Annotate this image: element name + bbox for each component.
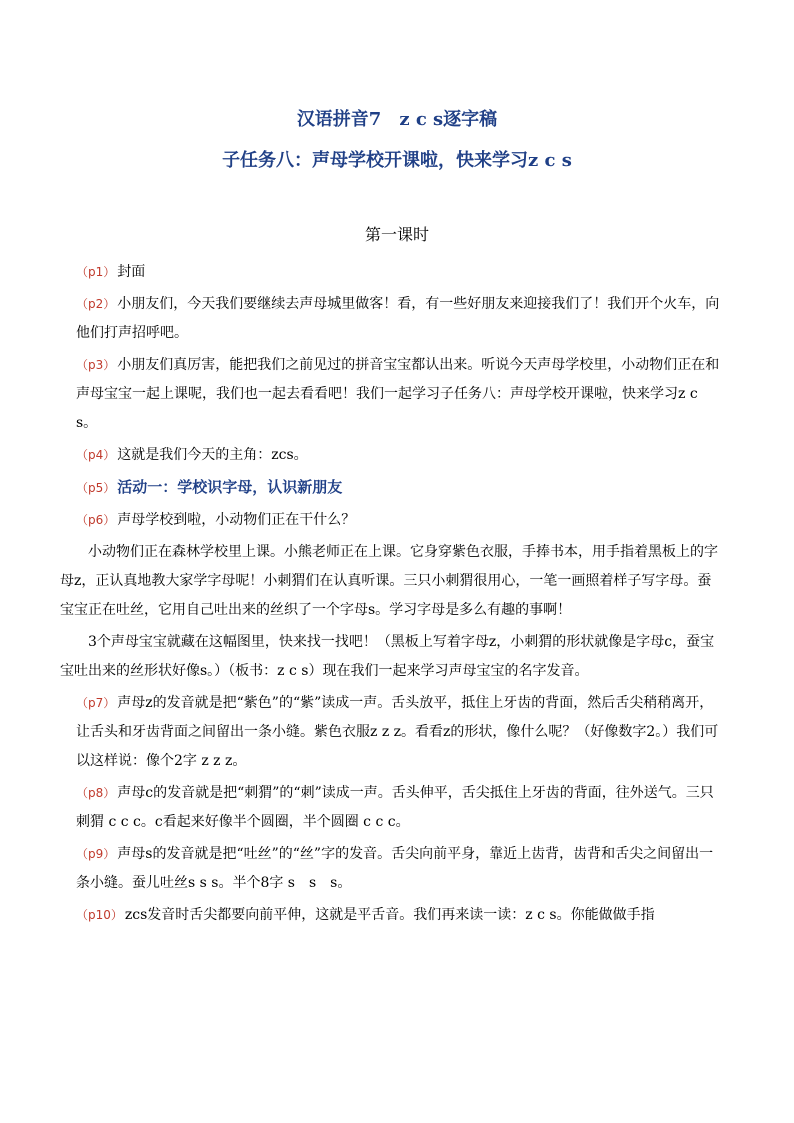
paragraph-text: 这就是我们今天的主角：zcs。 — [117, 447, 308, 463]
page-tag: （p5） — [76, 481, 116, 495]
activity-title: 活动一：学校识字母，认识新朋友 — [117, 478, 343, 496]
paragraph-text: 封面 — [117, 264, 146, 280]
activity-heading — [76, 473, 722, 503]
paragraph-p3 — [76, 351, 722, 438]
lesson-heading: 第一课时 — [364, 225, 429, 244]
paragraph-text: 小朋友们，今天我们要继续去声母城里做客！看，有一些好朋友来迎接我们了！我们开个火车，向他们打声招呼吧。 — [76, 296, 720, 341]
paragraph-p7 — [76, 689, 722, 776]
page-tag: （p1） — [76, 265, 116, 279]
document-title: 汉语拼音7 z c s逐字稿 — [296, 109, 498, 130]
paragraph-text: zcs发音时舌尖都要向前平伸，这就是平舌音。我们再来读一读：z c s。你能做做手指 — [124, 907, 655, 923]
paragraph-p1 — [76, 258, 722, 287]
paragraph-text: 声母c的发音就是把“刺猬”的“刺”读成一声。舌头伸平，舌尖抵住上牙齿的背面，往外送气。三只刺猬 c c c。c看起来好像半个圆圈，半个圆圈 c c c。 — [76, 785, 714, 830]
paragraph-p6 — [76, 506, 722, 535]
paragraph-story: 小动物们正在森林学校里上课。小熊老师正在上课。它身穿紫色衣服，手捧书本，用手指着黑板上的字母z，正认真地教大家学字母呢！小刺猬们在认真听课。三只小刺猬很用心，一笔一画照着样子写字母。蚕宝宝正在吐丝，它用自己吐出来的丝织了一个字母s。学习字母是多么有趣的事啊！ — [60, 544, 718, 618]
paragraph-text: 声母z的发音就是把“紫色”的“紫”读成一声。舌头放平，抵住上牙齿的背面，然后舌尖稍稍离开，让舌头和牙齿背面之间留出一条小缝。紫色衣服z z z。看看z的形状，像什么呢？（好像数字2。）我们可以这样说：像个2字 z z z。 — [76, 695, 719, 769]
paragraph-p4 — [76, 441, 722, 470]
paragraph-story-2: 3个声母宝宝就藏在这幅图里，快来找一找吧！（黑板上写着字母z，小刺猬的形状就像是字母c，蚕宝宝吐出来的丝形状好像s。）（板书：z c s）现在我们一起来学习声母宝宝的名字发音。 — [60, 634, 715, 679]
paragraph-text: 小朋友们真厉害，能把我们之前见过的拼音宝宝都认出来。听说今天声母学校里，小动物们正在和声母宝宝一起上课呢，我们也一起去看看吧！我们一起学习子任务八：声母学校开课啦，快来学习z c s。 — [76, 357, 720, 431]
paragraph-p10 — [76, 901, 722, 930]
page-tag: （p7） — [76, 696, 116, 710]
paragraph-text: 声母学校到啦，小动物们正在干什么？ — [117, 512, 356, 528]
paragraph-p8 — [76, 779, 722, 837]
page-tag: （p4） — [76, 448, 116, 462]
page-tag: （p2） — [76, 297, 116, 311]
paragraph-p9 — [76, 840, 722, 898]
paragraph-text: 声母s的发音就是把“吐丝”的“丝”字的发音。舌尖向前平身，靠近上齿背，齿背和舌尖之间留出一条小缝。蚕儿吐丝s s s。半个8字 s s s。 — [76, 846, 714, 891]
page-tag: （p8） — [76, 786, 116, 800]
page-tag: （p9） — [76, 847, 116, 861]
document-body — [60, 258, 722, 933]
page-tag: （p3） — [76, 358, 116, 372]
paragraph-p2 — [76, 290, 722, 348]
page-tag: （p10） — [76, 908, 123, 922]
document-subtitle: 子任务八：声母学校开课啦，快来学习z c s — [222, 150, 572, 171]
page-tag: （p6） — [76, 513, 116, 527]
